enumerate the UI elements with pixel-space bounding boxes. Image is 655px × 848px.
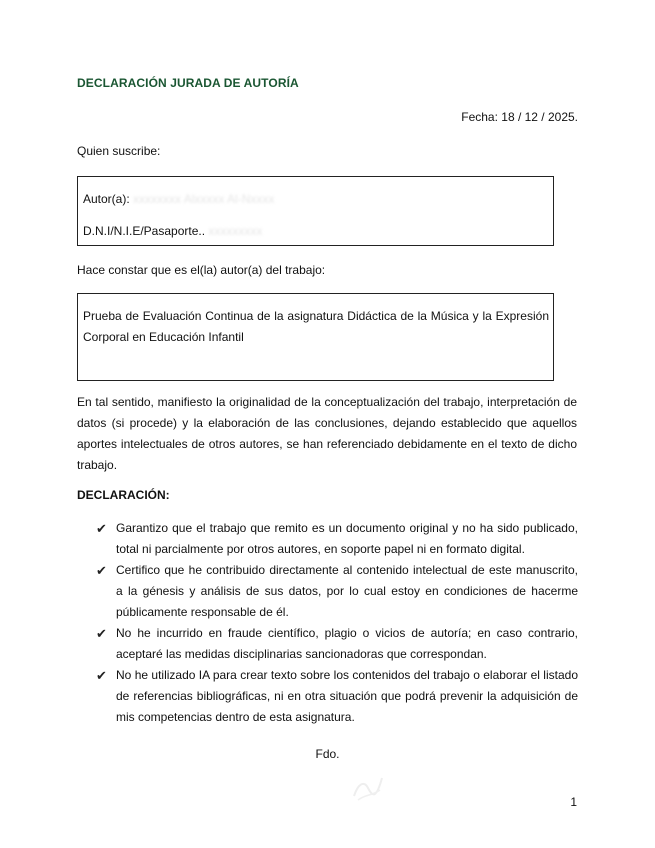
declaration-heading: DECLARACIÓN: [77,488,170,502]
subscribe-label: Quien suscribe: [77,144,161,158]
dni-label: D.N.I/N.I.E/Pasaporte.. [83,224,206,238]
page-number: 1 [570,795,577,809]
list-item: ✔ Certifico que he contribuido directamente al contenido intelectual de este manuscrito, a la génesis y análisis de sus datos, por lo cual estoy en condiciones de hacerme públicamente responsable de él. [96,560,578,623]
signature-label: Fdo. [315,747,340,761]
checkmark-icon: ✔ [96,668,107,683]
document-title: DECLARACIÓN JURADA DE AUTORÍA [77,76,299,90]
work-title-box [77,293,554,381]
checkmark-icon: ✔ [96,626,107,641]
originality-paragraph: En tal sentido, manifiesto la originalidad de la conceptualización del trabajo, interpretación de datos (si procede) y la elaboración de las conclusiones, dejando establecido que aquellos aportes intelectuales de otros autores, se han referenciado debidamente en el texto de dicho trabajo. [77,395,577,472]
date-line: Fecha: 18 / 12 / 2025. [461,110,578,124]
signature-image [348,770,388,806]
identity-box [77,176,554,246]
dni-row [83,224,262,238]
author-label: Autor(a): [83,192,130,206]
declaration-list [96,518,578,728]
checkmark-icon: ✔ [96,563,107,578]
list-item: ✔ No he incurrido en fraude científico, plagio o vicios de autoría; en caso contrario, aceptaré las medidas disciplinarias sancionadoras que correspondan. [96,623,578,665]
list-item: ✔ No he utilizado IA para crear texto sobre los contenidos del trabajo o elaborar el listado de referencias bibliográficas, ni en otra situación que podrá prevenir la adquisición de mis competencias dentro de esta asignatura. [96,665,578,728]
checkmark-icon: ✔ [96,521,107,536]
work-title: Prueba de Evaluación Continua de la asignatura Didáctica de la Música y la Expresión Corporal en Educación Infantil [83,309,549,344]
author-row [83,192,274,206]
author-value-redacted: xxxxxxxx Alxxxxx Al-Nxxxx [133,192,275,206]
constar-label: Hace constar que es el(la) autor(a) del trabajo: [77,263,326,277]
dni-value-redacted: xxxxxxxxx [208,224,263,238]
list-item: ✔ Garantizo que el trabajo que remito es un documento original y no ha sido publicado, total ni parcialmente por otros autores, en soporte papel ni en formato digital. [96,518,578,560]
